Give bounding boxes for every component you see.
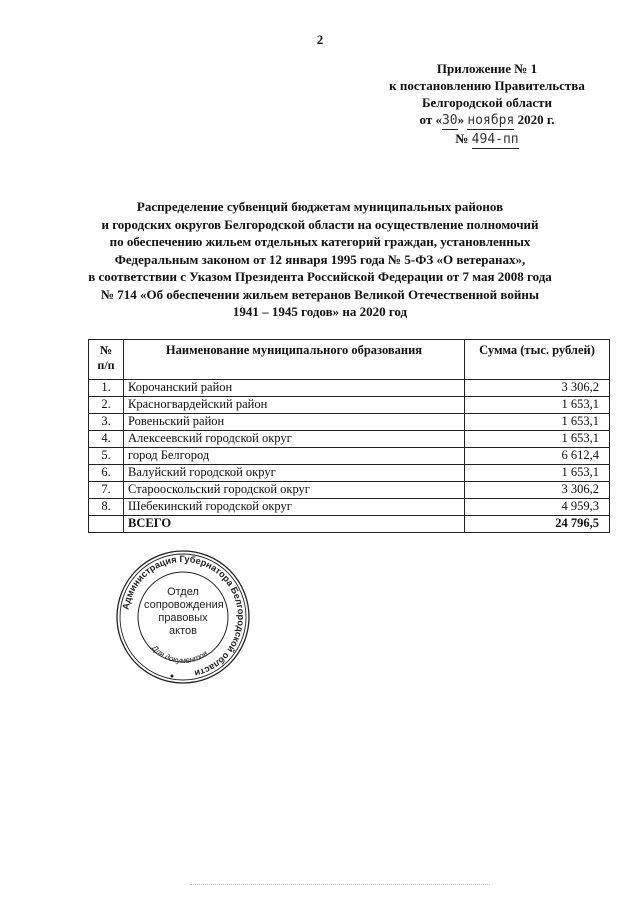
date-day: 30 xyxy=(441,113,458,128)
table-total-row xyxy=(89,516,610,533)
row-name: город Белгород xyxy=(124,448,465,465)
title-line: в соответствии с Указом Президента Российской Федерации от 7 мая 2008 года xyxy=(88,269,552,284)
table-row xyxy=(89,380,610,397)
table-row xyxy=(89,465,610,482)
stamp-line: Отдел xyxy=(167,586,199,598)
number-prefix: № xyxy=(455,131,469,146)
row-sum: 1 653,1 xyxy=(465,465,610,482)
row-sum: 3 306,2 xyxy=(465,482,610,499)
row-sum: 3 306,2 xyxy=(465,380,610,397)
stamp-line: актов xyxy=(169,625,197,637)
title-line: Федеральным законом от 12 января 1995 года № 5-ФЗ «О ветеранах», xyxy=(114,251,526,267)
row-sum: 4 959,3 xyxy=(465,499,610,516)
table-header-row xyxy=(89,340,610,380)
appendix-region: Белгородской области xyxy=(421,95,553,110)
title-line: и городских округов Белгородской области на осуществление полномочий xyxy=(101,216,539,232)
official-stamp xyxy=(114,548,252,686)
table-row xyxy=(89,448,610,465)
title-line: Распределение субвенций бюджетам муниципальных районов xyxy=(136,199,504,214)
table-row xyxy=(89,499,610,516)
title-line: № 714 «Об обеспечении жильем ветеранов Великой Отечественной войны xyxy=(100,286,539,302)
appendix-number xyxy=(362,130,612,149)
document-title xyxy=(60,198,580,321)
header-sum: Сумма (тыс. рублей) xyxy=(465,340,610,380)
date-year: 2020 г. xyxy=(517,112,555,127)
stamp-ring-text: Администрация Губернатора Белгородской области xyxy=(120,553,247,679)
row-name: Красногвардейский район xyxy=(124,397,465,414)
table-row xyxy=(89,482,610,499)
appendix-subtitle: к постановлению Правительства xyxy=(389,78,585,93)
table-row xyxy=(89,414,610,431)
appendix-title: Приложение № 1 xyxy=(436,61,538,76)
row-name: Старооскольский городской округ xyxy=(124,482,465,499)
total-num xyxy=(89,516,124,533)
header-name: Наименование муниципального образования xyxy=(124,340,465,380)
page-number: 2 xyxy=(316,32,324,47)
scan-artifact xyxy=(190,884,490,888)
number-value: 494-пп xyxy=(471,132,519,147)
row-name: Корочанский район xyxy=(124,380,465,397)
stamp-line: правовых xyxy=(158,612,208,624)
row-sum: 1 653,1 xyxy=(465,414,610,431)
appendix-date xyxy=(362,111,612,130)
row-num: 5. xyxy=(89,448,124,465)
stamp-bottom-text: Для документов xyxy=(149,643,210,665)
total-label: ВСЕГО xyxy=(124,516,465,533)
row-name: Шебекинский городской округ xyxy=(124,499,465,516)
row-name: Алексеевский городской округ xyxy=(124,431,465,448)
appendix-header xyxy=(362,60,612,149)
date-prefix: от « xyxy=(419,112,442,127)
row-num: 6. xyxy=(89,465,124,482)
total-sum: 24 796,5 xyxy=(465,516,610,533)
header-num: № п/п xyxy=(89,340,124,380)
row-sum: 1 653,1 xyxy=(465,431,610,448)
row-num: 1. xyxy=(89,380,124,397)
date-mid: » xyxy=(457,112,465,127)
stamp-center-text xyxy=(144,586,222,638)
row-num: 8. xyxy=(89,499,124,516)
row-sum: 1 653,1 xyxy=(465,397,610,414)
row-name: Валуйский городской округ xyxy=(124,465,465,482)
row-num: 3. xyxy=(89,414,124,431)
row-name: Ровеньский район xyxy=(124,414,465,431)
title-line: по обеспечению жильем отдельных категорий граждан, установленных xyxy=(109,234,531,249)
row-num: 2. xyxy=(89,397,124,414)
distribution-table xyxy=(88,339,610,533)
row-sum: 6 612,4 xyxy=(465,448,610,465)
date-month: ноября xyxy=(467,113,515,128)
table-row xyxy=(89,397,610,414)
row-num: 7. xyxy=(89,482,124,499)
row-num: 4. xyxy=(89,431,124,448)
title-line: 1941 – 1945 годов» на 2020 год xyxy=(232,304,408,319)
table-row xyxy=(89,431,610,448)
stamp-line: сопровождения xyxy=(144,599,224,611)
